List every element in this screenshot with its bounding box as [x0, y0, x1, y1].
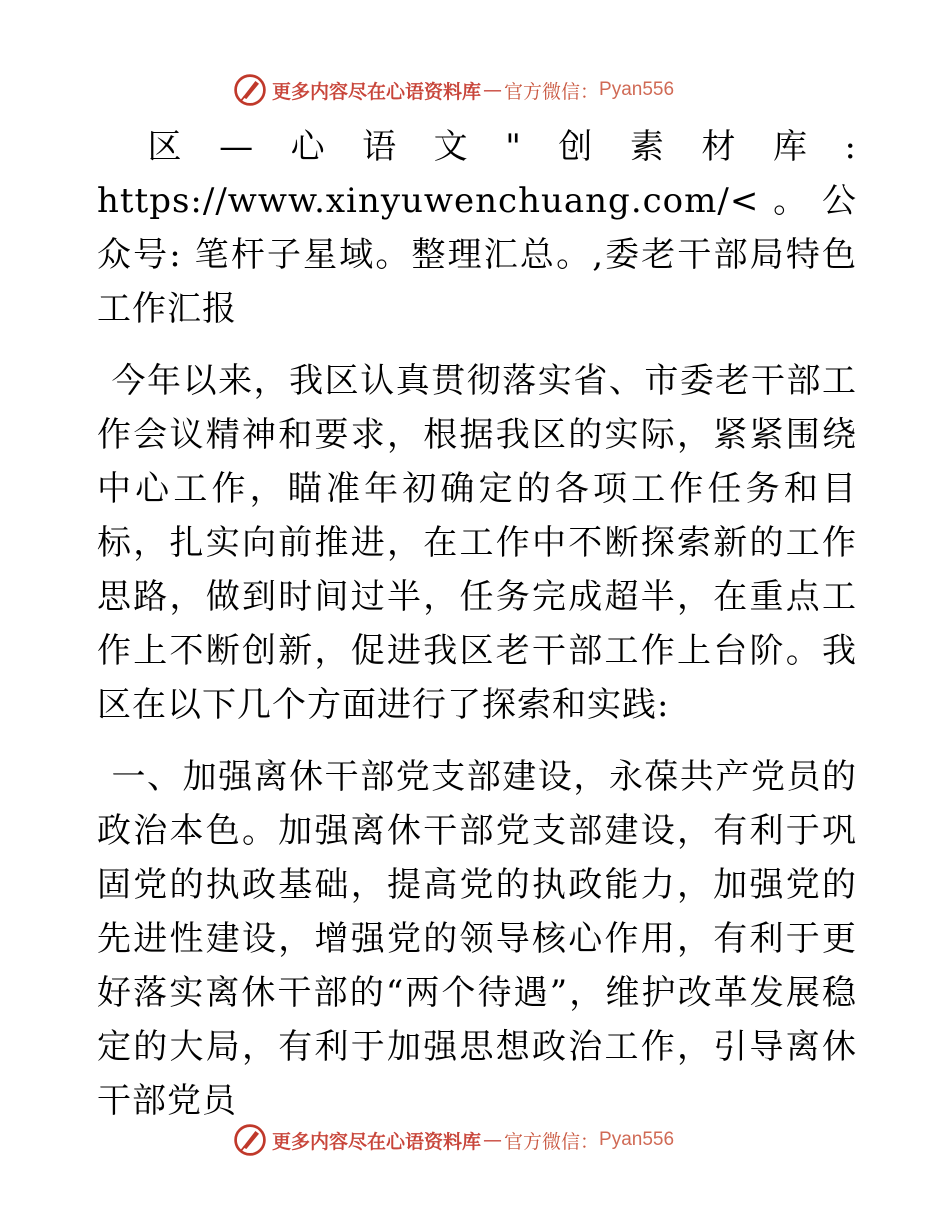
paragraph-title	[97, 120, 857, 336]
banner-wechat-id: Pyan556	[599, 1129, 675, 1150]
banner-official-label: 官方微信：	[504, 1130, 600, 1153]
banner-wechat-id: Pyan556	[599, 79, 675, 100]
document-body	[97, 120, 857, 1128]
quill-logo-icon	[232, 72, 268, 108]
header-watermark-banner	[232, 70, 674, 110]
banner-separator: —	[483, 79, 503, 101]
paragraph-intro	[97, 354, 857, 732]
banner-brand-text: 更多内容尽在心语资料库	[272, 80, 482, 103]
footer-watermark-banner	[232, 1120, 674, 1160]
banner-brand-text: 更多内容尽在心语资料库	[272, 1130, 482, 1153]
banner-official-label: 官方微信：	[504, 80, 600, 103]
paragraph-intro-text: 今年以来，我区认真贯彻落实省、市委老干部工作会议精神和要求，根据我区的实际，紧紧围绕中心工作，瞄准年初确定的各项工作任务和目标，扎实向前推进，在工作中不断探索新的工作思路，做到时间过半，任务完成超半，在重点工作上不断创新，促进我区老干部工作上台阶。我区在以下几个方面进行了探索和实践:	[97, 361, 857, 725]
banner-separator: —	[483, 1129, 503, 1151]
quill-logo-icon	[232, 1122, 268, 1158]
paragraph-section-one	[97, 750, 857, 1128]
paragraph-title-text: 区—心语文"创素材库: https://www.xinyuwenchuang.com/<。公众号: 笔杆子星域。整理汇总。,委老干部局特色工作汇报	[97, 127, 857, 329]
paragraph-section-one-text: 一、加强离休干部党支部建设，永葆共产党员的政治本色。加强离休干部党支部建设，有利于巩固党的执政基础，提高党的执政能力，加强党的先进性建设，增强党的领导核心作用，有利于更好落实离休干部的“两个待遇”，维护改革发展稳定的大局，有利于加强思想政治工作，引导离休干部党员	[97, 757, 857, 1121]
